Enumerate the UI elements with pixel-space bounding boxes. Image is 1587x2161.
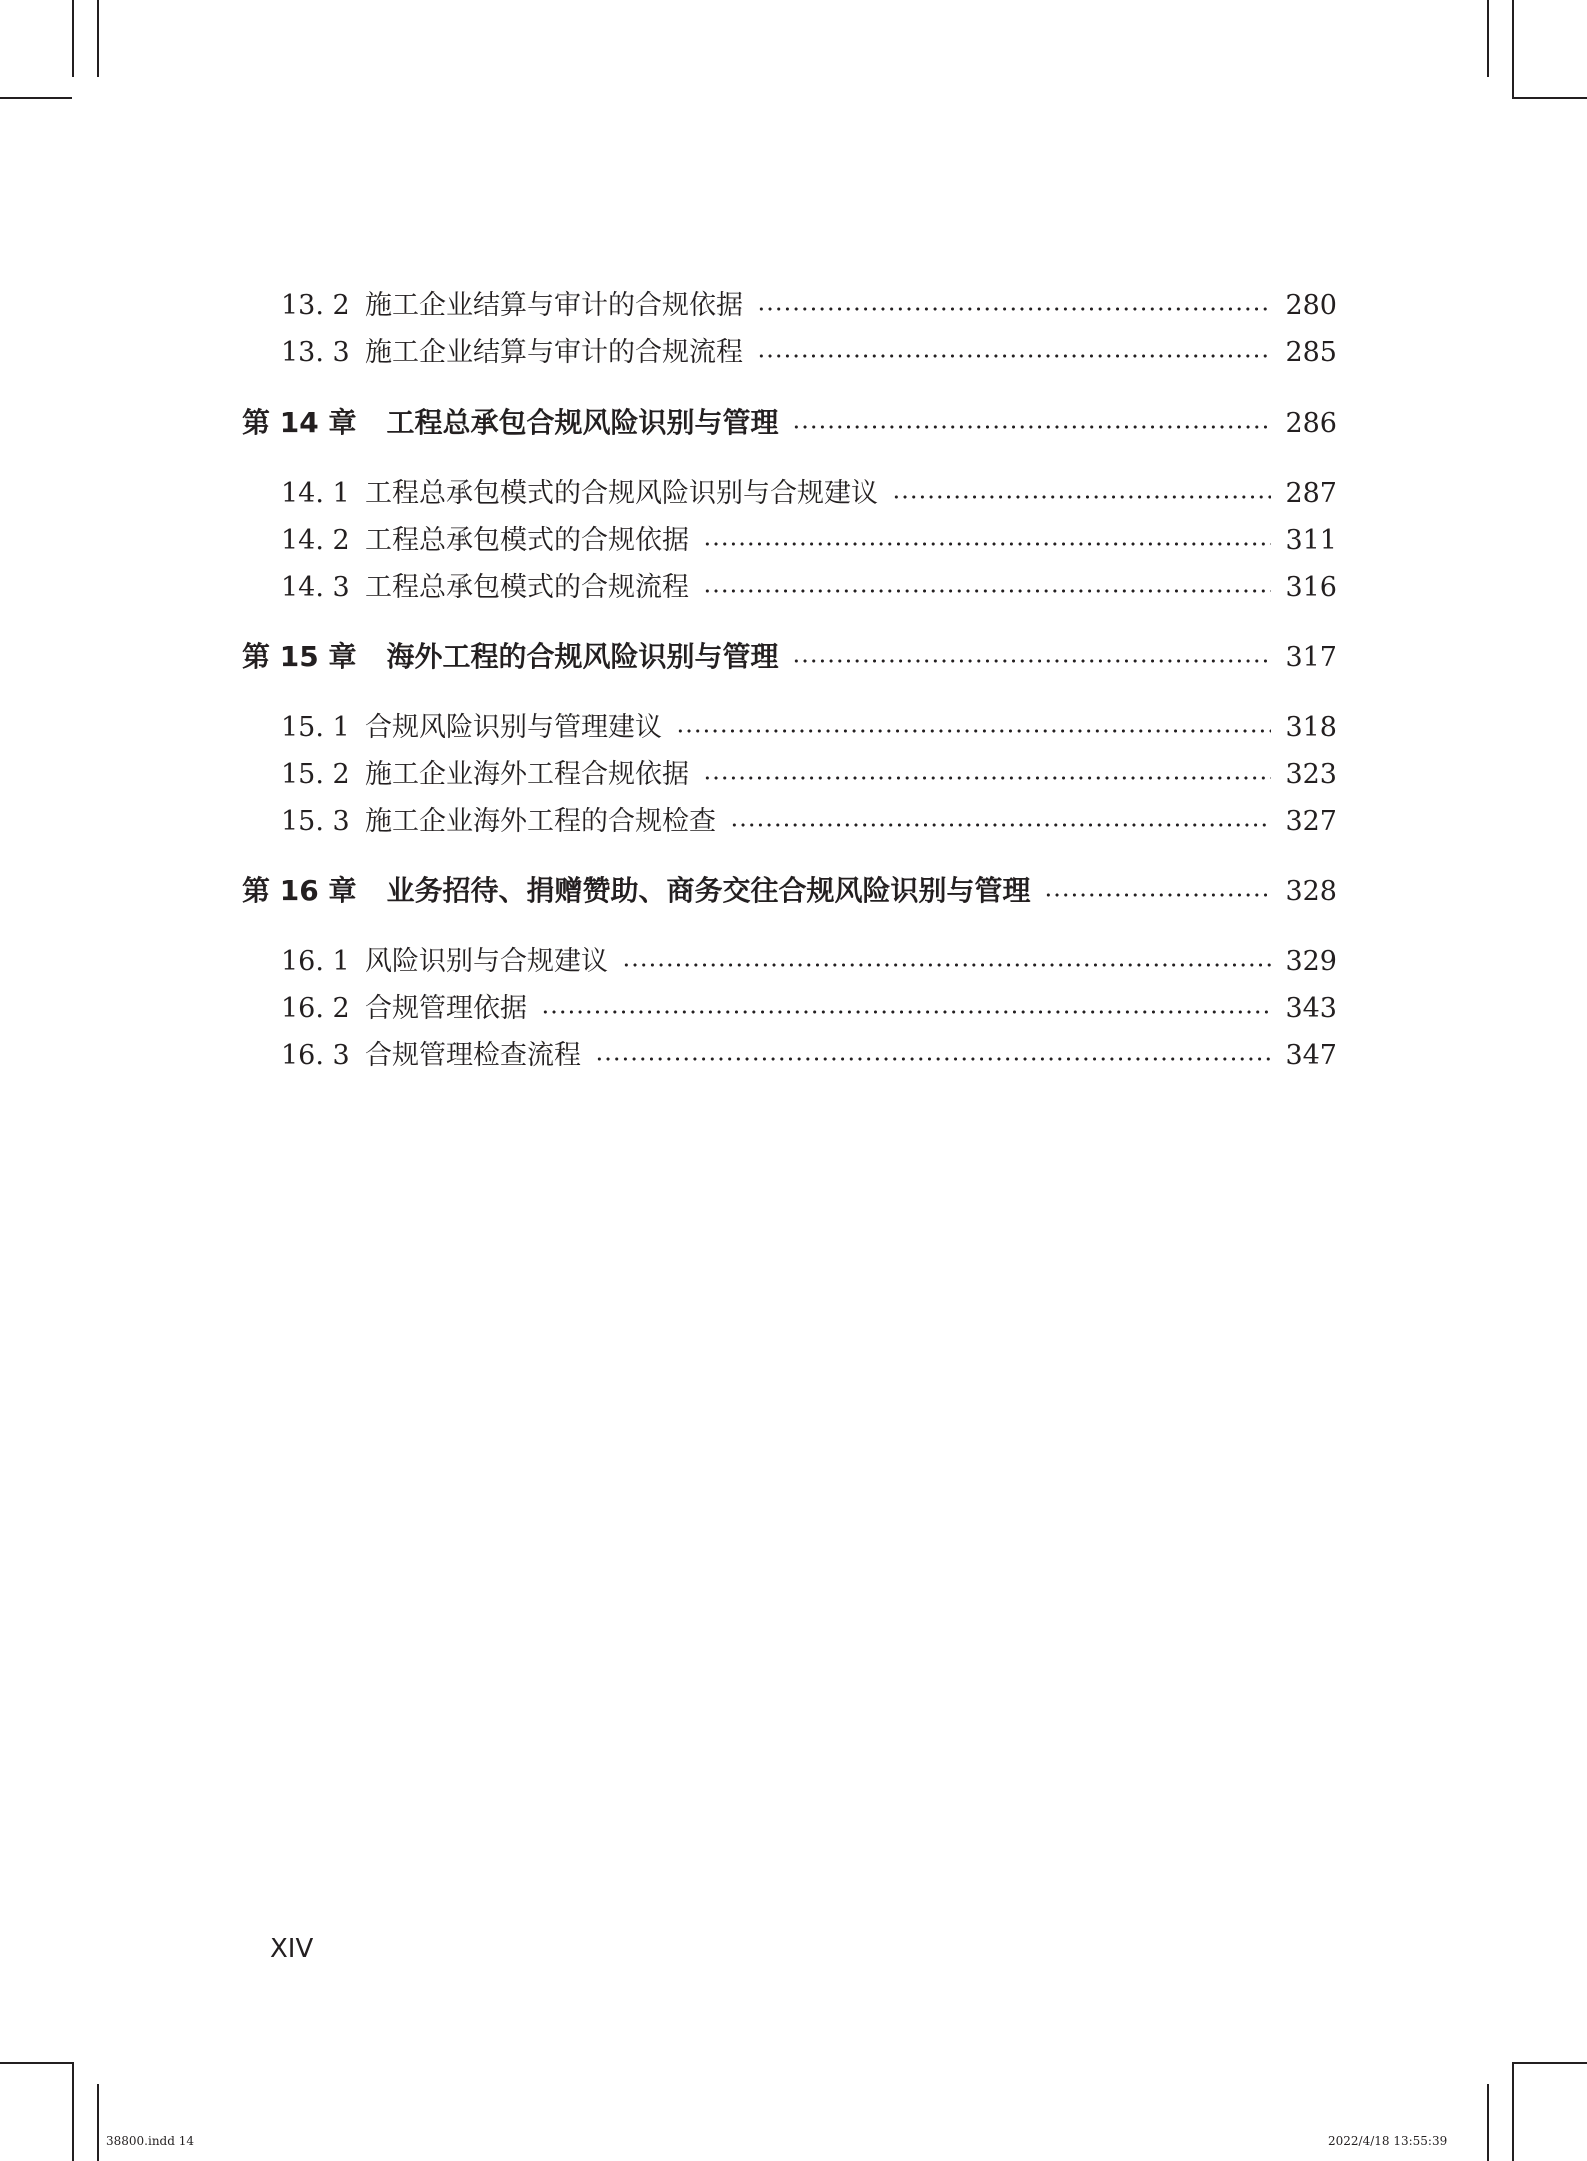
toc-entry-title: 工程总承包模式的合规流程: [365, 572, 689, 603]
dot-leader: [703, 776, 1271, 780]
toc-entry[interactable]: [281, 565, 1337, 604]
toc-entry-page: 280: [1285, 290, 1337, 321]
dot-leader: [622, 963, 1271, 967]
toc-entry-page: 327: [1285, 806, 1337, 837]
crop-mark-top-right-v: [1487, 0, 1489, 77]
toc-entry-title: 施工企业海外工程合规依据: [365, 759, 689, 790]
crop-mark-bottom-right-v: [1512, 2062, 1514, 2161]
toc-entry[interactable]: [281, 986, 1337, 1025]
dot-leader: [1044, 893, 1271, 897]
toc-entry-page: 311: [1285, 525, 1337, 556]
dot-leader: [703, 542, 1271, 546]
toc-entry-page: 287: [1285, 478, 1337, 509]
toc-entry[interactable]: [281, 752, 1337, 791]
toc-entry-number: 14. 1: [281, 478, 350, 509]
toc-entry-number: 14. 3: [281, 572, 350, 603]
toc-chapter-page: 286: [1285, 408, 1337, 439]
toc-entry-number: 15. 1: [281, 712, 350, 743]
toc-entry[interactable]: [281, 283, 1337, 322]
crop-mark-top-left-v2: [97, 0, 99, 77]
dot-leader: [792, 659, 1271, 663]
toc-entry-page: 347: [1285, 1040, 1337, 1071]
dot-leader: [703, 589, 1271, 593]
dot-leader: [757, 354, 1271, 358]
dot-leader: [792, 425, 1271, 429]
toc-chapter-page: 317: [1285, 642, 1337, 673]
toc-entry-page: 285: [1285, 337, 1337, 368]
slug-timestamp: 2022/4/18 13:55:39: [1328, 2134, 1448, 2148]
page-folio: XIV: [270, 1934, 314, 1964]
toc-entry-title: 工程总承包模式的合规风险识别与合规建议: [365, 478, 878, 509]
toc-entry-number: 15. 2: [281, 759, 350, 790]
crop-mark-bottom-left-v: [72, 2062, 74, 2161]
toc-chapter-number: 第 14 章: [242, 406, 357, 439]
toc-chapter-title: 海外工程的合规风险识别与管理: [386, 640, 779, 673]
toc-chapter-title: 业务招待、捐赠赞助、商务交往合规风险识别与管理: [386, 874, 1031, 907]
toc-entry-page: 323: [1285, 759, 1337, 790]
toc-entry-page: 343: [1285, 993, 1337, 1024]
crop-mark-bottom-left-v2: [97, 2084, 99, 2161]
crop-mark-bottom-right-h: [1512, 2062, 1587, 2064]
toc-entry[interactable]: [281, 471, 1337, 510]
toc-entry[interactable]: [281, 939, 1337, 978]
crop-mark-top-right-h: [1512, 97, 1587, 99]
crop-mark-top-left-h: [0, 97, 72, 99]
toc-chapter-number: 第 16 章: [242, 874, 357, 907]
toc-entry-title: 工程总承包模式的合规依据: [365, 525, 689, 556]
toc-entry-page: 316: [1285, 572, 1337, 603]
crop-mark-top-left-v: [72, 0, 74, 77]
toc-chapter-page: 328: [1285, 876, 1337, 907]
toc-entry-number: 14. 2: [281, 525, 350, 556]
slug-filename: 38800.indd 14: [106, 2134, 195, 2148]
toc-entry[interactable]: [281, 799, 1337, 838]
toc-entry-number: 16. 1: [281, 946, 350, 977]
toc-chapter[interactable]: [242, 869, 1337, 909]
toc-entry-number: 15. 3: [281, 806, 350, 837]
toc-entry-number: 13. 2: [281, 290, 350, 321]
toc-chapter-title: 工程总承包合规风险识别与管理: [386, 406, 779, 439]
toc-entry-number: 16. 3: [281, 1040, 350, 1071]
toc-entry[interactable]: [281, 1033, 1337, 1072]
crop-mark-bottom-left-h: [0, 2062, 72, 2064]
toc-chapter[interactable]: [242, 635, 1337, 675]
crop-mark-top-right-v2: [1512, 0, 1514, 97]
toc-entry-number: 13. 3: [281, 337, 350, 368]
toc-chapter[interactable]: [242, 401, 1337, 441]
dot-leader: [730, 823, 1271, 827]
toc-chapter-number: 第 15 章: [242, 640, 357, 673]
toc-entry-title: 合规管理依据: [365, 993, 527, 1024]
toc-entry-title: 施工企业结算与审计的合规依据: [365, 290, 743, 321]
toc-entry-title: 施工企业海外工程的合规检查: [365, 806, 716, 837]
toc-entry-title: 风险识别与合规建议: [365, 946, 608, 977]
dot-leader: [676, 729, 1271, 733]
toc-entry[interactable]: [281, 330, 1337, 369]
toc-entry-title: 合规管理检查流程: [365, 1040, 581, 1071]
toc-entry[interactable]: [281, 518, 1337, 557]
toc-entry-title: 合规风险识别与管理建议: [365, 712, 662, 743]
toc-entry-page: 318: [1285, 712, 1337, 743]
dot-leader: [757, 307, 1271, 311]
dot-leader: [892, 495, 1271, 499]
crop-mark-bottom-right-v2: [1487, 2084, 1489, 2161]
toc-entry-page: 329: [1285, 946, 1337, 977]
dot-leader: [541, 1010, 1271, 1014]
toc-entry[interactable]: [281, 705, 1337, 744]
dot-leader: [595, 1057, 1271, 1061]
toc-entry-number: 16. 2: [281, 993, 350, 1024]
toc-entry-title: 施工企业结算与审计的合规流程: [365, 337, 743, 368]
